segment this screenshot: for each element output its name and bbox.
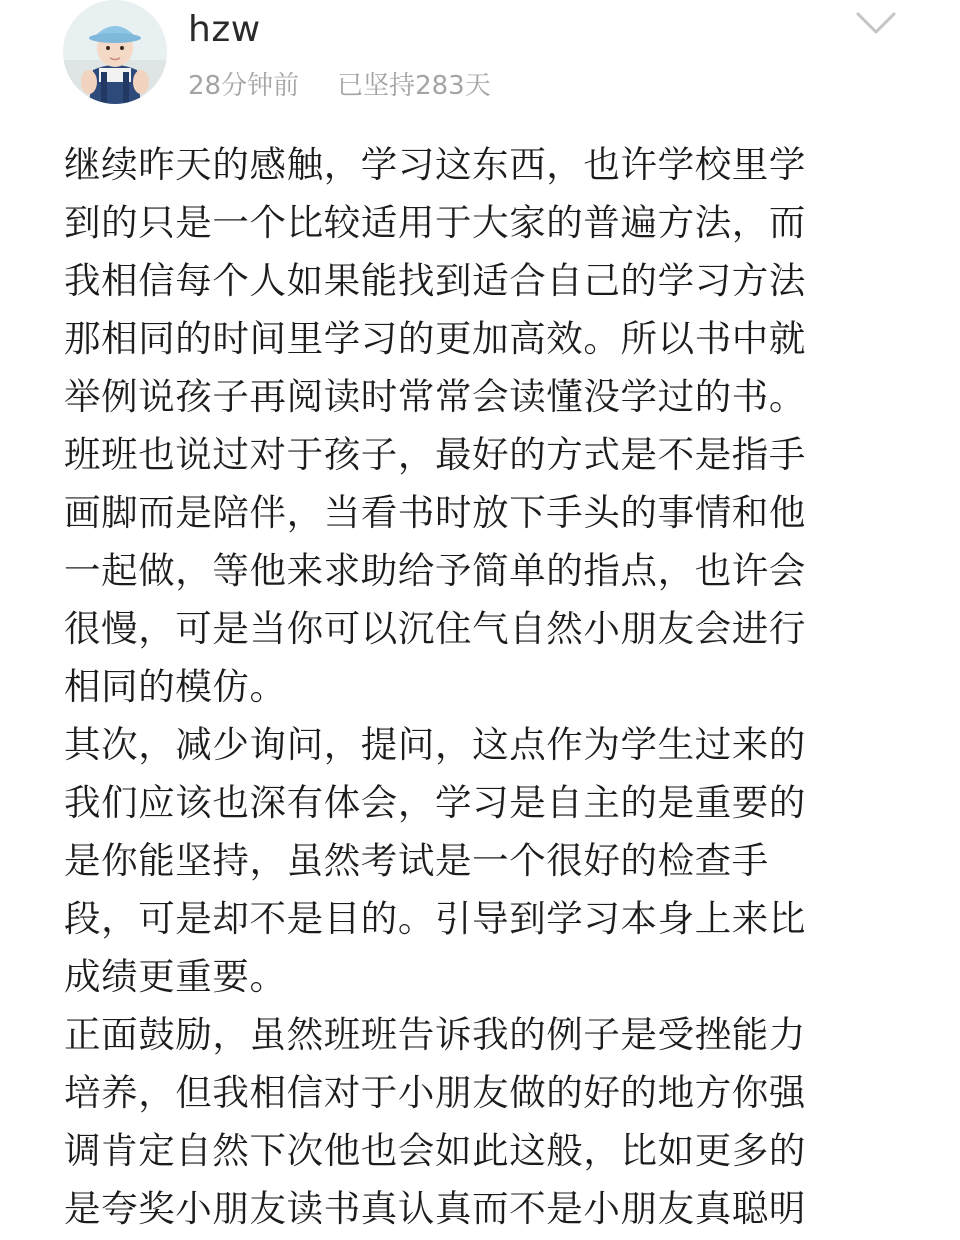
- post-body: [64, 136, 884, 1240]
- post-line: 画脚而是陪伴，当看书时放下手头的事情和他: [64, 491, 806, 534]
- post-line: 继续昨天的感触，学习这东西，也许学校里学: [64, 143, 806, 186]
- post-line: 正面鼓励，虽然班班告诉我的例子是受挫能力: [64, 1013, 806, 1056]
- post-line: 是你能坚持，虽然考试是一个很好的检查手: [64, 839, 769, 882]
- post-line: 成绩更重要。: [64, 955, 287, 998]
- post-line: 是夸奖小朋友读书真认真而不是小朋友真聪明: [64, 1187, 806, 1230]
- post-line: 我相信每个人如果能找到适合自己的学习方法: [64, 259, 806, 302]
- avatar[interactable]: [63, 0, 167, 104]
- post-line: 调肯定自然下次他也会如此这般，比如更多的: [64, 1129, 806, 1172]
- streak-days: 已坚持283天: [337, 71, 491, 101]
- post-meta: [188, 68, 491, 104]
- post-line: 一起做，等他来求助给予简单的指点，也许会: [64, 549, 806, 592]
- chevron-down-icon[interactable]: [854, 8, 898, 38]
- avatar-photo: [63, 0, 167, 104]
- post-line: 我们应该也深有体会，学习是自主的是重要的: [64, 781, 806, 824]
- post-header: [0, 0, 960, 130]
- post-line: 举例说孩子再阅读时常常会读懂没学过的书。: [64, 375, 806, 418]
- post-line: 其次，减少询问，提问，这点作为学生过来的: [64, 723, 806, 766]
- post-line: 相同的模仿。: [64, 665, 287, 708]
- post-line: 那相同的时间里学习的更加高效。所以书中就: [64, 317, 806, 360]
- post-line: 很慢，可是当你可以沉住气自然小朋友会进行: [64, 607, 806, 650]
- post-line: 到的只是一个比较适用于大家的普遍方法，而: [64, 201, 806, 244]
- post-line: 段，可是却不是目的。引导到学习本身上来比: [64, 897, 806, 940]
- post-line: 班班也说过对于孩子，最好的方式是不是指手: [64, 433, 806, 476]
- post-time: 28分钟前: [188, 71, 300, 101]
- username[interactable]: hzw: [188, 9, 261, 50]
- post-line: 培养，但我相信对于小朋友做的好的地方你强: [64, 1071, 806, 1114]
